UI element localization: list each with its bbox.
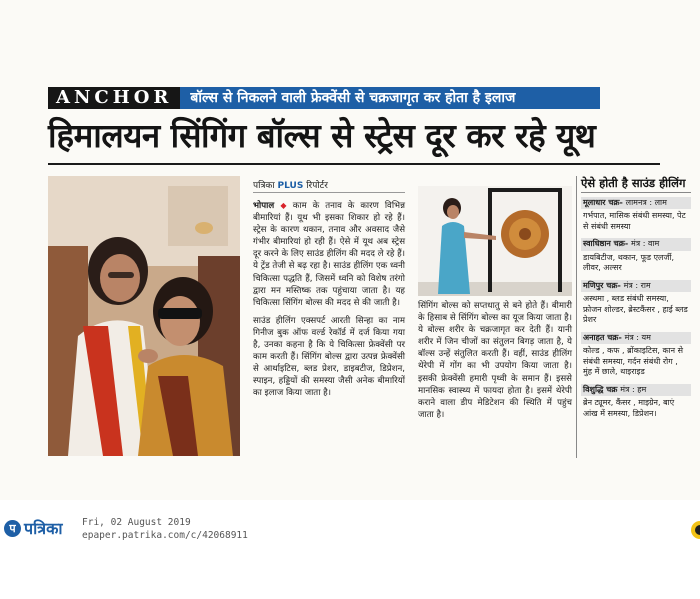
kicker-row (48, 87, 600, 109)
chakra-mantra: मंत्र : वाम (630, 239, 660, 248)
byline-reporter: रिपोर्टर (306, 181, 328, 191)
footer-url[interactable]: epaper.patrika.com/c/42068911 (82, 530, 248, 541)
corner-decoration-icon (690, 519, 700, 541)
chakra-name: विशुद्धि चक्र (583, 384, 618, 394)
bullet-diamond-icon: ◆ (277, 201, 290, 210)
article-paragraph-1 (253, 200, 405, 309)
photo-gong (418, 186, 572, 296)
sidebar-box (581, 178, 691, 422)
article-column-1 (253, 200, 405, 406)
headline: हिमालयन सिंगिंग बॉल्स से स्ट्रेस दूर कर रहे यूथ (48, 116, 596, 155)
chakra-issues: अस्थमा , ब्लड संबंधी समस्या, फ्रोजन शोल्डर, ब्रेस्टकैंसर , हाई ब्लड प्रेशर (583, 294, 688, 324)
footer-date: Fri, 02 August 2019 (82, 517, 191, 528)
article-column-2 (418, 300, 572, 427)
sidebar-title: ऐसे होती है साउंड हीलिंग (581, 178, 691, 193)
patrika-logo-text: पत्रिका (24, 519, 63, 538)
article-text-1: काम के तनाव के कारण विभिन्न बीमारियां हैं। यूथ भी इसका शिकार हो रहे हैं। स्ट्रेस के कारण थकान, तनाव और अवसाद जैसे गंभीर बीमारियां हो रही हैं। ऐसे में यूथ अब स्ट्रेस दूर करने के लिए साउंड हीलिंग की मदद ले रहे हैं। ये ट्रेंड तेजी से बढ़ रहा है। साउंड हीलिंग एक ध्वनी चिकित्सा पद्धति हैं, जिसमें ध्वनि को विशेष तरंगो द्वारा मन मस्तिष्क तक पहुंचाया जाता है। यह चिकित्सा सिंगिंग बोल्स की मदद से की जाती है। (253, 201, 405, 308)
photo-sound-healing-session (48, 176, 240, 456)
byline-brand: पत्रिका (253, 181, 275, 191)
chakra-name: मूलाधार चक्र- (583, 197, 623, 207)
footer-meta (82, 516, 248, 542)
chakra-issues: ब्रेन ट्यूमर, कैंसर , माइग्रेन, बाएं आंख में समस्या, डिप्रेशन। (583, 398, 675, 418)
chakra-name: अनाहत चक्र- (583, 332, 622, 342)
chakra-mantra: मंत्र : यम (624, 332, 651, 342)
chakra-heading (581, 280, 691, 293)
sidebar-divider (576, 176, 577, 458)
byline-rule (253, 192, 405, 193)
patrika-logo[interactable] (4, 517, 63, 539)
dateline: भोपाल (253, 201, 275, 211)
chakra-mantra: मंत्र : राम (623, 280, 651, 290)
byline-plus: PLUS (277, 181, 304, 191)
chakra-mantra: लामनत्र : लाम (625, 197, 667, 207)
kicker-subhead: बॉल्स से निकलने वाली फ्रेक्वेंसी से चक्रजागृत कर होता है इलाज (180, 87, 600, 109)
chakra-heading (581, 332, 691, 345)
chakra-issues: गर्भपात, मासिक संबंधी समस्या, पेट से संबंधी समस्या (583, 211, 686, 231)
chakra-issues: कोल्ड , कफ , ब्रोंकाइटिस, कान से संबंधी समस्या, गर्दन संबंधी रोग , मुंह में छाले, थाइराइड (583, 346, 684, 376)
chakra-heading (581, 238, 691, 251)
anchor-label: ANCHOR (48, 87, 180, 109)
patrika-logo-icon: प (4, 520, 21, 537)
chakra-name: मणिपुर चक्र- (583, 280, 621, 290)
article-paragraph-3: सिंगिंग बोल्स को सप्तधातु से बने होते हैं। बीमारी के हिसाब से सिंगिंग बोल्स का यूज किया जाता है। ये बोल्स शरीर के चक्रजागृत कर देती हैं। यानी शरीर में जिन चीजों का संतुलन बिगड़ जाता है, ये बॉल्स उन्हें संतुलित करती हैं। वहीं, साउंड हीलिंग थेरेपी में गोंग का भी उपयोग किया जाता है। इसकी फ्रेक्वेंसी हमारी पृथ्वी के समान हैं। इससे मानसिक स्वास्थ्य में फायदा होता है। इसमें थेरेपी कराने वाला डीप मेडिटेशन की स्थिति में पहुंच जाता है। (418, 301, 572, 420)
chakra-mantra: मंत्र : हम (620, 384, 647, 394)
chakra-heading (581, 384, 691, 397)
headline-rule (48, 163, 660, 165)
chakra-heading (581, 197, 691, 210)
article-paragraph-2: साउंड हीलिंग एक्सपर्ट आरती सिन्हा का नाम गिनीज बुक ऑफ वर्ल्ड रेकॉर्ड में दर्ज किया गया है, उनका कहना है कि ये चिकित्सा फ्रेक्वेंसी पर काम करती हैं। सिंगिंग बोल्स द्वारा उत्पन्न फ्रेक्वेंसी से आर्थाइटिस, ब्लड प्रेशर, डाइबटीज, डिप्रेशन, स्पाइन, हड्डियों की समस्या जैसी अनेक बीमारियों का इलाज किया जाता है। (253, 315, 405, 399)
chakra-issues: डायबिटीज, थकान, फूड एलर्जी, लीवर, अल्सर (583, 252, 675, 272)
byline (253, 178, 401, 191)
chakra-name: स्वाधिष्ठान चक्र- (583, 239, 629, 248)
